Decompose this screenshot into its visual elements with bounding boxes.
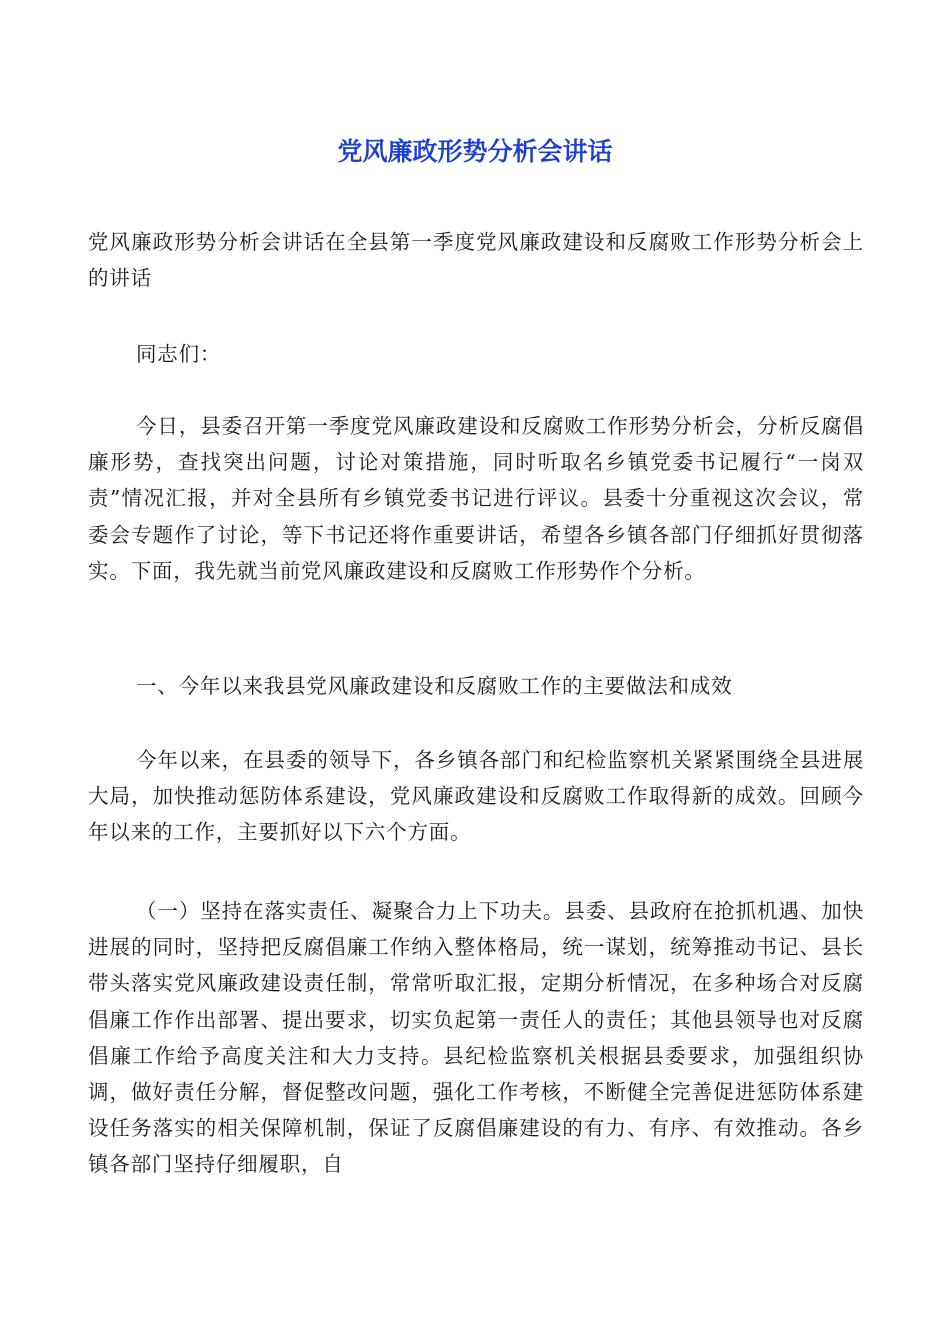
document-title: 党风廉政形势分析会讲话 [337,137,613,166]
greeting-paragraph: 同志们： [136,342,222,366]
overview-paragraph: 今年以来，在县委的领导下，各乡镇各部门和纪检监察机关紧紧围绕全县进展大局，加快推动惩防体系建设，党风廉政建设和反腐败工作取得新的成效。回顾今年以来的工作，主要抓好以下六个方面。 [88,748,864,845]
document-subtitle: 党风廉政形势分析会讲话在全县第一季度党风廉政建设和反腐败工作形势分析会上的讲话 [88,230,864,291]
item-1-paragraph: （一）坚持在落实责任、凝聚合力上下功夫。县委、县政府在抢抓机遇、加快进展的同时，坚持把反腐倡廉工作纳入整体格局，统一谋划，统筹推动书记、县长带头落实党风廉政建设责任制，常常听取汇报，定期分析情况，在多种场合对反腐倡廉工作作出部署、提出要求，切实负起第一责任人的责任；其他县领导也对反腐倡廉工作给予高度关注和大力支持。县纪检监察机关根据县委要求，加强组织协调，做好责任分解，督促整改问题，强化工作考核，不断健全完善促进惩防体系建设任务落实的相关保障机制，保证了反腐倡廉建设的有力、有序、有效推动。各乡镇各部门坚持仔细履职，自 [88,899,864,1177]
section-heading-1: 一、今年以来我县党风廉政建设和反腐败工作的主要做法和成效 [136,674,733,698]
intro-paragraph: 今日，县委召开第一季度党风廉政建设和反腐败工作形势分析会，分析反腐倡廉形势，查找突出问题，讨论对策措施，同时听取名乡镇党委书记履行“一岗双责”情况汇报，并对全县所有乡镇党委书记进行评议。县委十分重视这次会议，常委会专题作了讨论，等下书记还将作重要讲话，希望各乡镇各部门仔细抓好贯彻落实。下面，我先就当前党风廉政建设和反腐败工作形势作个分析。 [88,414,864,583]
